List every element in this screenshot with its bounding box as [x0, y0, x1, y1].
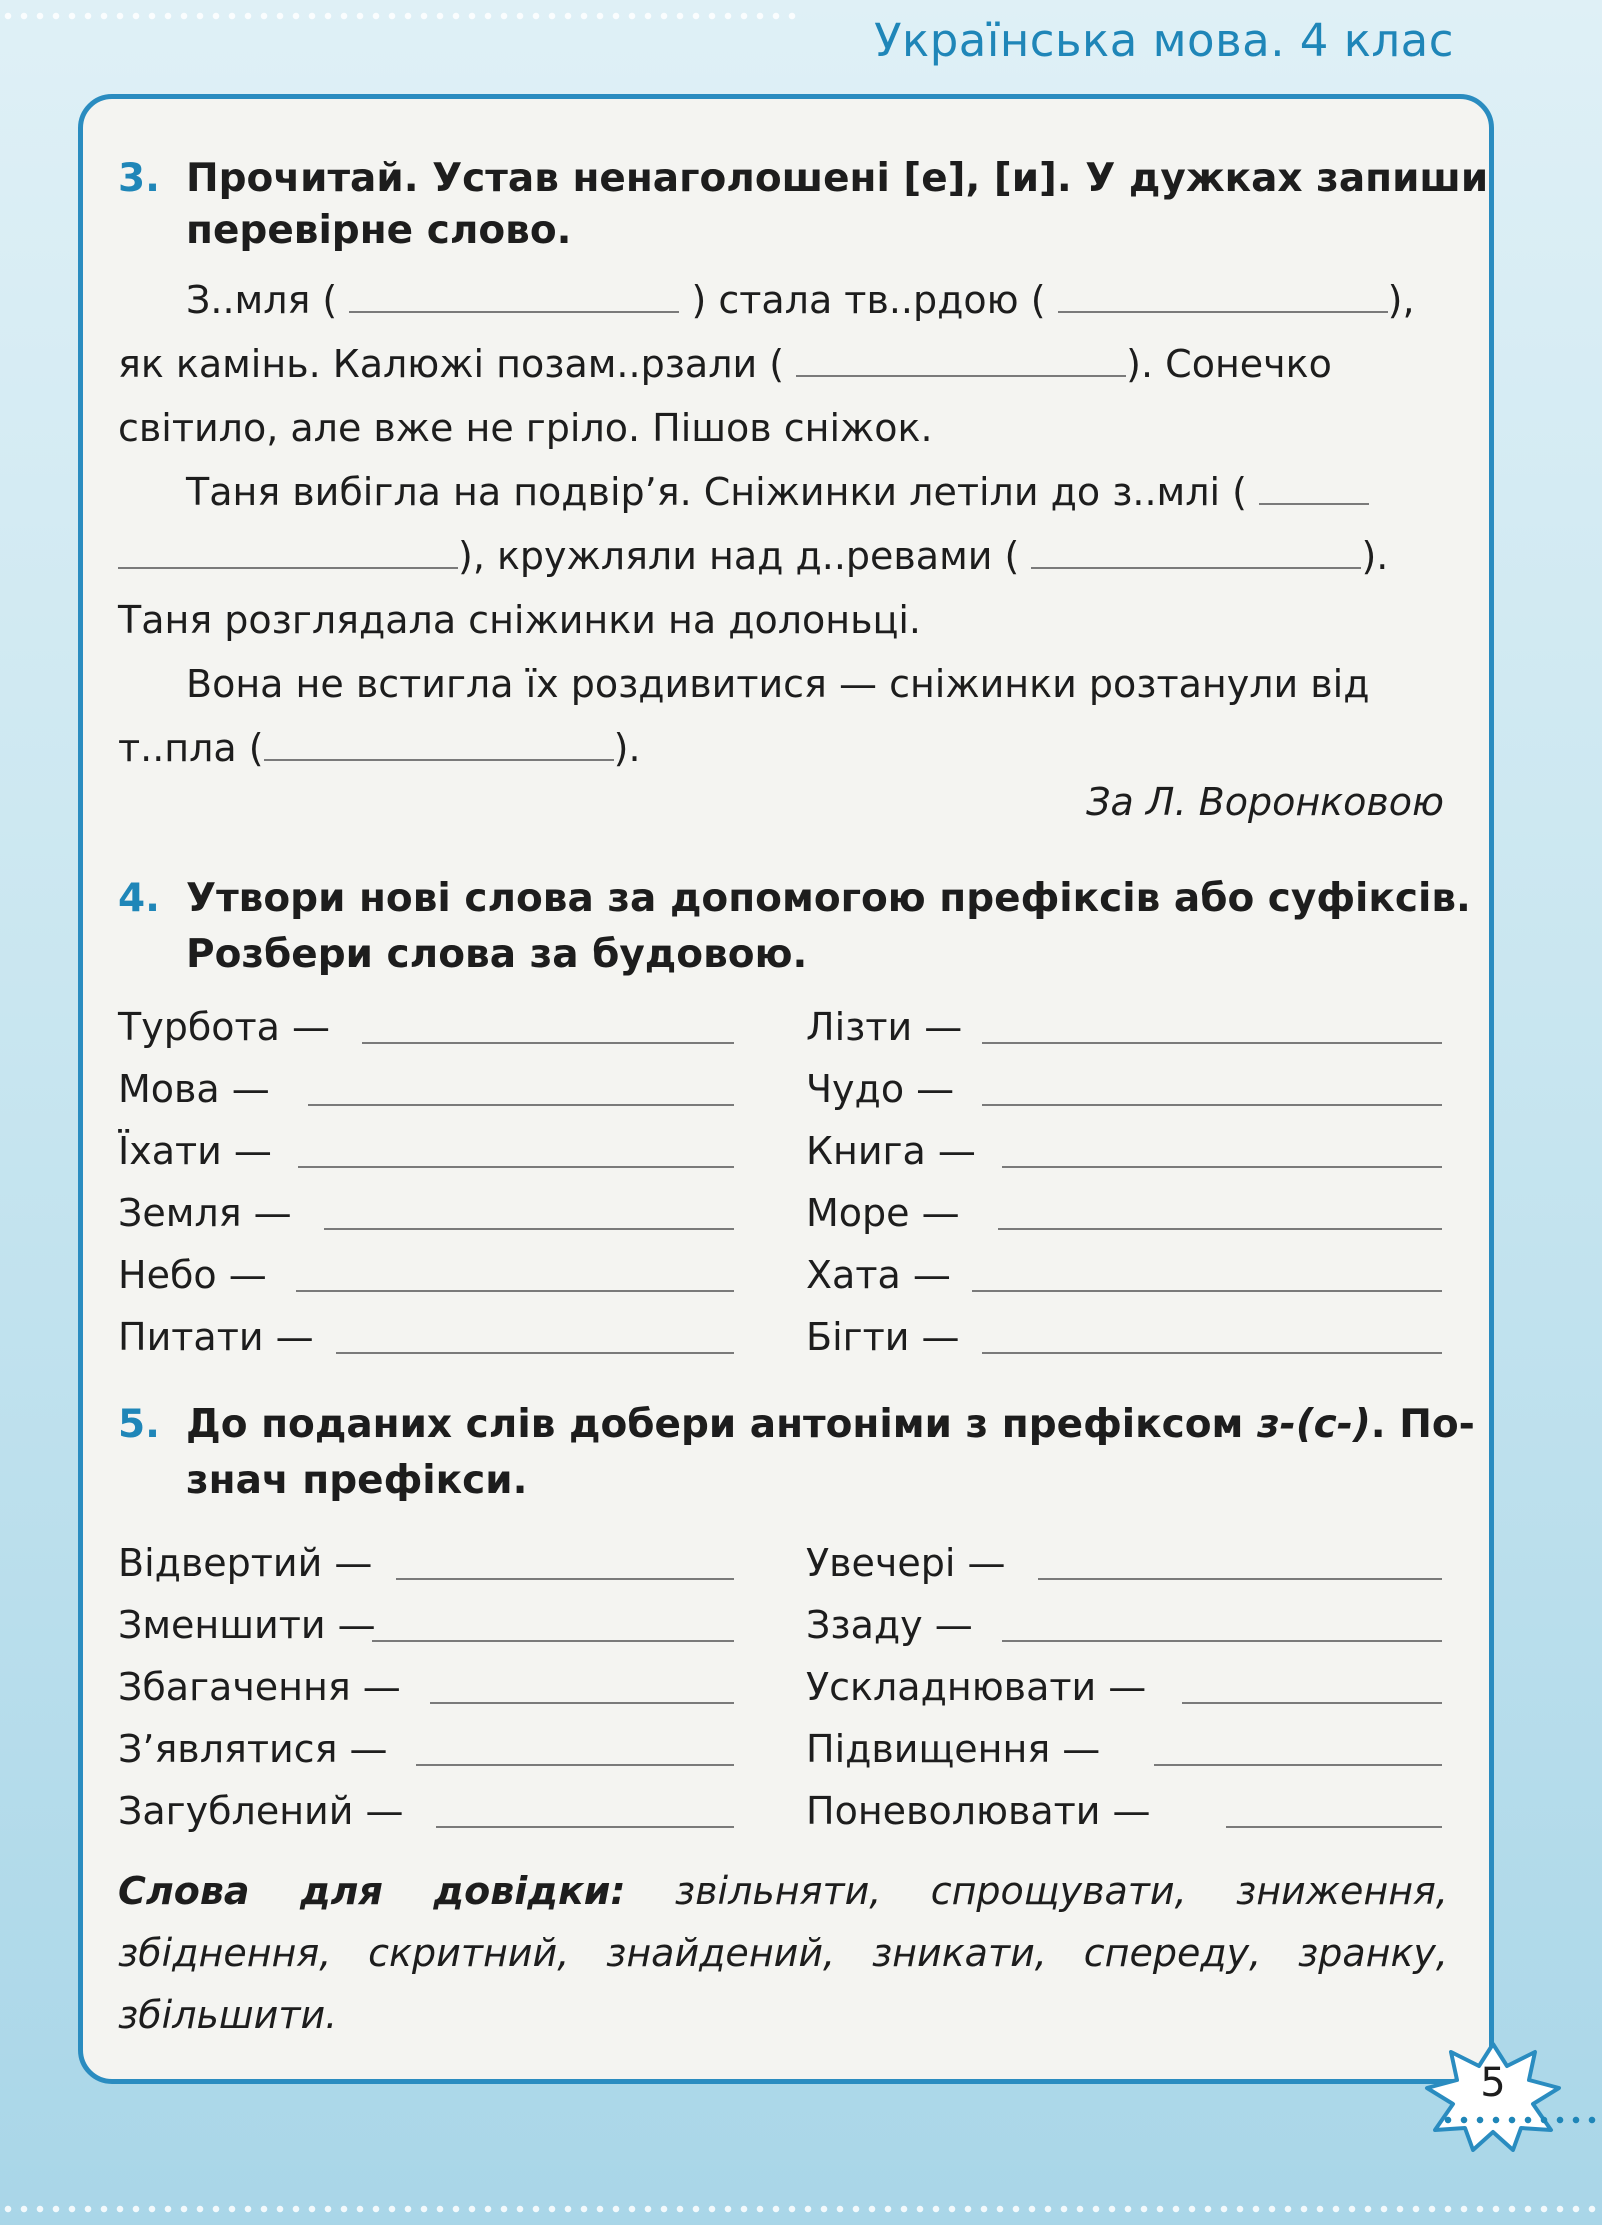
answer-line[interactable]	[982, 1104, 1442, 1106]
answer-line[interactable]	[998, 1228, 1442, 1230]
task-5-right-item	[806, 1656, 1146, 1718]
reference-words	[118, 1860, 1448, 2046]
task-4-instruction-line1: Утвори нові слова за допомогою префіксів або суфіксів.	[186, 876, 1471, 921]
word-label: Бігти —	[806, 1315, 960, 1359]
word-label: Питати —	[118, 1315, 314, 1359]
word-label: Земля —	[118, 1191, 292, 1235]
task-4-right-item	[806, 1306, 960, 1368]
task-4-left-item	[118, 1182, 292, 1244]
answer-line[interactable]	[396, 1578, 734, 1580]
task-4-instruction-line2: Розбери слова за будовою.	[186, 932, 808, 977]
task-4-left-item	[118, 1306, 314, 1368]
answer-blank[interactable]	[796, 341, 1126, 377]
text-fragment: ). Сонечко	[1126, 342, 1332, 386]
answer-line[interactable]	[1002, 1166, 1442, 1168]
text-fragment: ).	[613, 726, 641, 770]
text-fragment: як камінь. Калюжі позам..рзали (	[118, 342, 785, 386]
task-3-number: 3.	[118, 156, 160, 201]
answer-line[interactable]	[982, 1352, 1442, 1354]
page-header-title: Українська мова. 4 клас	[874, 14, 1454, 67]
task-5-heading	[118, 1394, 1475, 1456]
word-label: Турбота —	[118, 1005, 331, 1049]
task-4-number: 4.	[118, 876, 160, 921]
answer-line[interactable]	[1002, 1640, 1442, 1642]
decorative-dots-top	[0, 8, 800, 28]
word-label: Загублений —	[118, 1789, 404, 1833]
word-label: Море —	[806, 1191, 960, 1235]
text-fragment: т..пла (	[118, 726, 264, 770]
task-3-paragraph-line	[186, 268, 1415, 332]
text-fragment: ), кружляли над д..ревами (	[458, 534, 1020, 578]
answer-line[interactable]	[1226, 1826, 1442, 1828]
task-3-paragraph-line: світило, але вже не гріло. Пішов сніжок.	[118, 406, 933, 450]
text-fragment: ).	[1361, 534, 1389, 578]
text-fragment: ) стала тв..рдою (	[691, 278, 1046, 322]
word-label: Мова —	[118, 1067, 270, 1111]
word-label: Небо —	[118, 1253, 267, 1297]
answer-line[interactable]	[1154, 1764, 1442, 1766]
text-fragment: ),	[1387, 278, 1415, 322]
task-5-left-item	[118, 1718, 388, 1780]
task-3-paragraph-line: Вона не встигла їх роздивитися — сніжинки розтанули від	[186, 662, 1370, 706]
text-fragment: Таня вибігла на подвір’я. Сніжинки летіли до з..млі (	[186, 470, 1247, 514]
task-3-paragraph-line: Таня розглядала сніжинки на долоньці.	[118, 598, 921, 642]
word-label: Ззаду —	[806, 1603, 973, 1647]
text-fragment: До поданих слів добери антоніми з префіксом	[186, 1402, 1257, 1447]
word-label: Збагачення —	[118, 1665, 401, 1709]
task-4-left-item	[118, 996, 330, 1058]
task-4-right-item	[806, 1244, 951, 1306]
answer-line[interactable]	[324, 1228, 734, 1230]
word-label: Відвертий —	[118, 1541, 373, 1585]
word-label: Підвищення —	[806, 1727, 1101, 1771]
decorative-dots-right	[1440, 2112, 1602, 2128]
answer-line[interactable]	[436, 1826, 734, 1828]
word-label: Чудо —	[806, 1067, 955, 1111]
task-4-right-item	[806, 1120, 976, 1182]
answer-line[interactable]	[982, 1042, 1442, 1044]
task-3-instruction-line1: Прочитай. Устав ненаголошені [е], [и]. У дужках запиши	[186, 156, 1489, 201]
word-label: Хата —	[806, 1253, 951, 1297]
task-5-right-item	[806, 1594, 973, 1656]
task-4-right-item	[806, 1182, 960, 1244]
answer-line[interactable]	[430, 1702, 734, 1704]
answer-line[interactable]	[308, 1104, 734, 1106]
answer-line[interactable]	[1038, 1578, 1442, 1580]
answer-blank[interactable]	[264, 725, 614, 761]
task-5-instruction-line2: знач префікси.	[186, 1458, 528, 1503]
task-5-left-item	[118, 1656, 401, 1718]
answer-blank[interactable]	[1031, 533, 1361, 569]
word-label: Книга —	[806, 1129, 976, 1173]
answer-blank[interactable]	[1259, 469, 1369, 505]
reference-label: Слова для довідки:	[118, 1869, 626, 1913]
task-4-right-item	[806, 996, 962, 1058]
answer-blank[interactable]	[349, 277, 679, 313]
answer-blank[interactable]	[118, 533, 458, 569]
answer-line[interactable]	[336, 1352, 734, 1354]
task-5-left-item	[118, 1532, 372, 1594]
task-4-left-item	[118, 1058, 270, 1120]
task-4-left-item	[118, 1120, 272, 1182]
decorative-dots-bottom	[0, 2201, 1602, 2221]
answer-line[interactable]	[298, 1166, 734, 1168]
task-5-left-item	[118, 1780, 404, 1842]
task-3-paragraph-line	[186, 460, 1369, 524]
answer-line[interactable]	[972, 1290, 1442, 1292]
text-fragment: З..мля (	[186, 278, 338, 322]
task-4-left-item	[118, 1244, 267, 1306]
word-label: Поневолювати —	[806, 1789, 1151, 1833]
text-fragment: . По-	[1370, 1402, 1475, 1447]
word-label: З’являтися —	[118, 1727, 388, 1771]
answer-line[interactable]	[296, 1290, 734, 1292]
reference-list: звільняти, спрощувати, зниження, збіднення, скритний, знайдений, зникати, спереду, зранку, збільшити.	[118, 1869, 1448, 2037]
answer-line[interactable]	[416, 1764, 734, 1766]
task-3-paragraph-line	[118, 524, 1388, 588]
word-label: Лізти —	[806, 1005, 963, 1049]
answer-line[interactable]	[362, 1042, 734, 1044]
task-5-instruction-line1	[186, 1394, 1475, 1456]
answer-line[interactable]	[372, 1640, 734, 1642]
task-3-instruction-line2: перевірне слово.	[186, 208, 572, 253]
text-author: За Л. Воронковою	[1086, 780, 1444, 824]
task-3-paragraph-line	[118, 332, 1332, 396]
task-5-right-item	[806, 1532, 1006, 1594]
task-5-right-item	[806, 1718, 1100, 1780]
task-5-left-item	[118, 1594, 376, 1656]
task-5-number: 5.	[118, 1402, 160, 1447]
word-label: Увечері —	[806, 1541, 1006, 1585]
answer-line[interactable]	[1182, 1702, 1442, 1704]
prefix-highlight: з-(с-)	[1256, 1402, 1371, 1447]
word-label: Ускладнювати —	[806, 1665, 1147, 1709]
answer-blank[interactable]	[1058, 277, 1388, 313]
word-label: Їхати —	[118, 1129, 272, 1173]
word-label: Зменшити —	[118, 1603, 376, 1647]
page-number: 5	[1480, 2060, 1506, 2106]
task-4-heading	[118, 868, 1471, 930]
task-3-paragraph-line	[118, 716, 641, 780]
task-5-right-item	[806, 1780, 1151, 1842]
task-4-right-item	[806, 1058, 954, 1120]
